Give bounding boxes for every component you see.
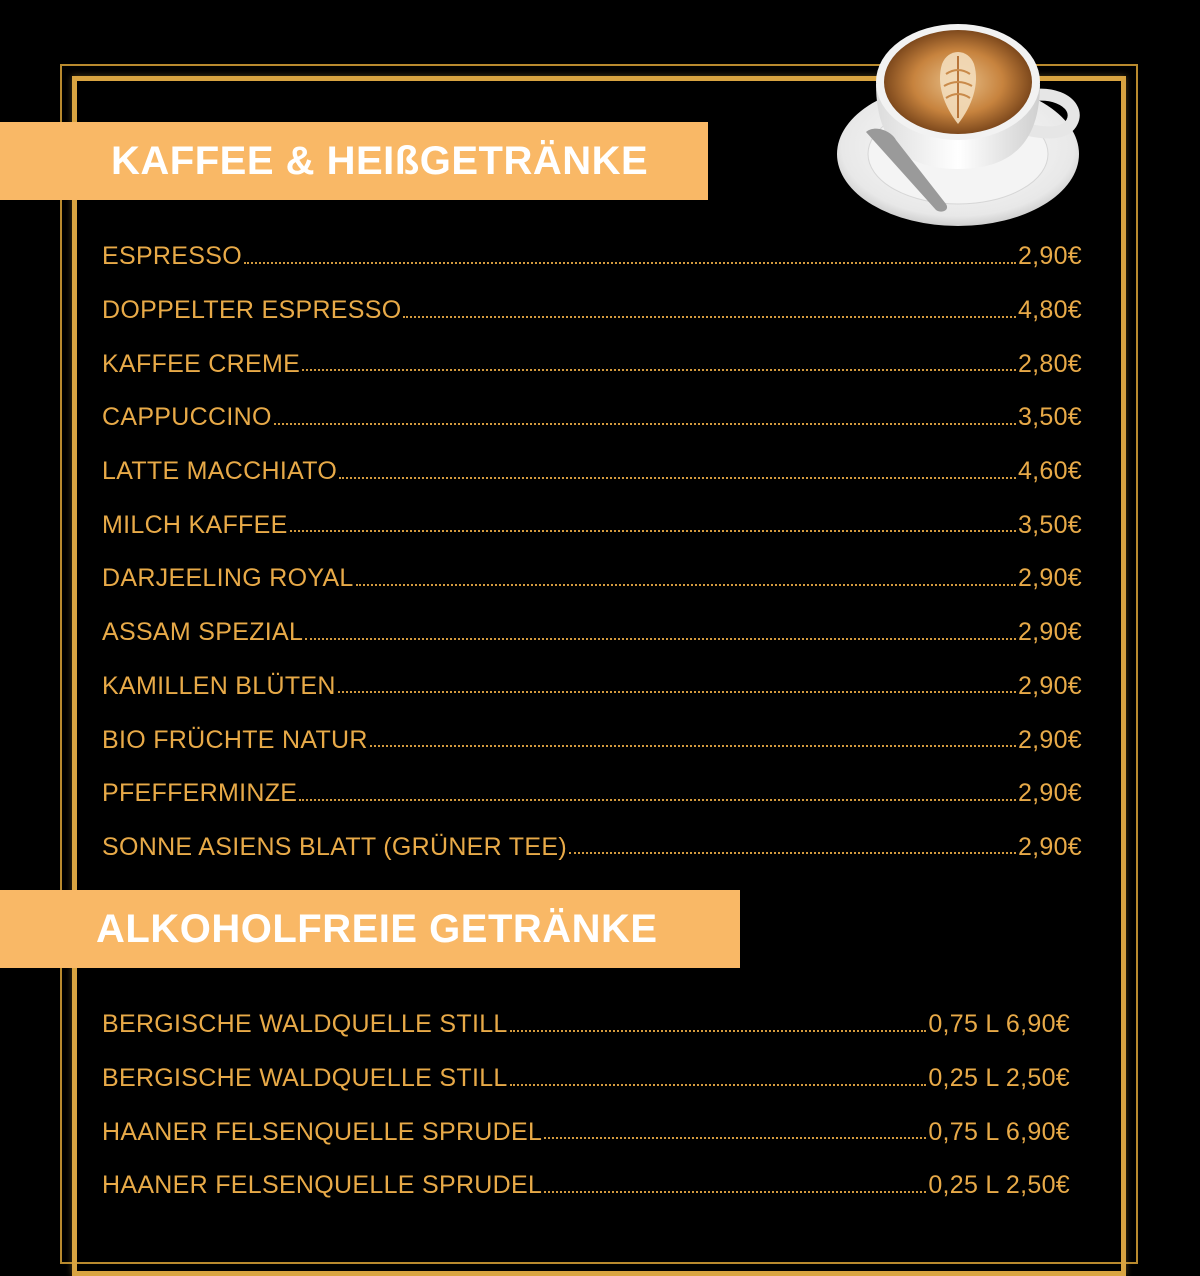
item-price: 2,90€ <box>1017 671 1082 700</box>
dot-leader <box>544 1137 926 1139</box>
menu-item <box>102 498 1082 552</box>
section-title: KAFFEE & HEIßGETRÄNKE <box>111 138 649 183</box>
menu-item <box>102 1105 1070 1159</box>
item-price: 0,75 L 6,90€ <box>928 1010 1070 1039</box>
dot-leader <box>569 852 1016 854</box>
menu-item <box>102 230 1082 284</box>
dot-leader <box>339 477 1016 479</box>
section-banner-soft-drinks <box>0 890 740 968</box>
item-name: DOPPELTER ESPRESSO <box>102 296 402 325</box>
item-name: LATTE MACCHIATO <box>102 457 338 486</box>
item-price: 2,90€ <box>1017 832 1082 861</box>
item-price: 4,80€ <box>1017 296 1082 325</box>
menu-list-hot-drinks <box>102 230 1082 874</box>
item-name: SONNE ASIENS BLATT (GRÜNER TEE) <box>102 832 567 861</box>
item-name: ASSAM SPEZIAL <box>102 618 304 647</box>
menu-item <box>102 821 1082 875</box>
dot-leader <box>356 584 1016 586</box>
item-price: 2,90€ <box>1017 564 1082 593</box>
item-name: BERGISCHE WALDQUELLE STILL <box>102 1010 508 1039</box>
item-price: 2,90€ <box>1017 242 1082 271</box>
item-price: 0,25 L 2,50€ <box>928 1064 1070 1093</box>
menu-item <box>102 767 1082 821</box>
item-name: CAPPUCCINO <box>102 403 272 432</box>
menu-item <box>102 284 1082 338</box>
menu-item <box>102 1159 1070 1213</box>
item-price: 2,80€ <box>1017 349 1082 378</box>
item-price: 0,75 L 6,90€ <box>928 1117 1070 1146</box>
item-name: KAFFEE CREME <box>102 349 301 378</box>
cappuccino-cup-icon <box>836 14 1082 230</box>
item-name: BIO FRÜCHTE NATUR <box>102 725 368 754</box>
item-price: 3,50€ <box>1017 510 1082 539</box>
item-name: PFEFFERMINZE <box>102 779 298 808</box>
item-price: 3,50€ <box>1017 403 1082 432</box>
menu-item <box>102 552 1082 606</box>
dot-leader <box>302 369 1016 371</box>
item-name: MILCH KAFFEE <box>102 510 288 539</box>
dot-leader <box>299 799 1016 801</box>
dot-leader <box>510 1030 927 1032</box>
item-price: 2,90€ <box>1017 725 1082 754</box>
item-name: HAANER FELSENQUELLE SPRUDEL <box>102 1117 543 1146</box>
menu-item <box>102 713 1082 767</box>
item-price: 0,25 L 2,50€ <box>928 1171 1070 1200</box>
section-banner-hot-drinks <box>0 122 708 200</box>
dot-leader <box>403 316 1015 318</box>
dot-leader <box>274 423 1016 425</box>
section-title: ALKOHOLFREIE GETRÄNKE <box>96 906 658 951</box>
menu-item <box>102 660 1082 714</box>
dot-leader <box>544 1191 926 1193</box>
item-name: ESPRESSO <box>102 242 242 271</box>
dot-leader <box>370 745 1016 747</box>
dot-leader <box>290 530 1016 532</box>
dot-leader <box>244 262 1016 264</box>
item-name: DARJEELING ROYAL <box>102 564 354 593</box>
dot-leader <box>305 638 1016 640</box>
menu-item <box>102 445 1082 499</box>
menu-item <box>102 1052 1070 1106</box>
item-name: BERGISCHE WALDQUELLE STILL <box>102 1064 508 1093</box>
menu-item <box>102 998 1070 1052</box>
item-price: 4,60€ <box>1017 457 1082 486</box>
dot-leader <box>510 1084 927 1086</box>
item-price: 2,90€ <box>1017 618 1082 647</box>
menu-item <box>102 606 1082 660</box>
menu-list-soft-drinks <box>102 998 1070 1213</box>
item-name: HAANER FELSENQUELLE SPRUDEL <box>102 1171 543 1200</box>
menu-item <box>102 337 1082 391</box>
item-price: 2,90€ <box>1017 779 1082 808</box>
item-name: KAMILLEN BLÜTEN <box>102 671 336 700</box>
dot-leader <box>338 691 1016 693</box>
menu-item <box>102 391 1082 445</box>
